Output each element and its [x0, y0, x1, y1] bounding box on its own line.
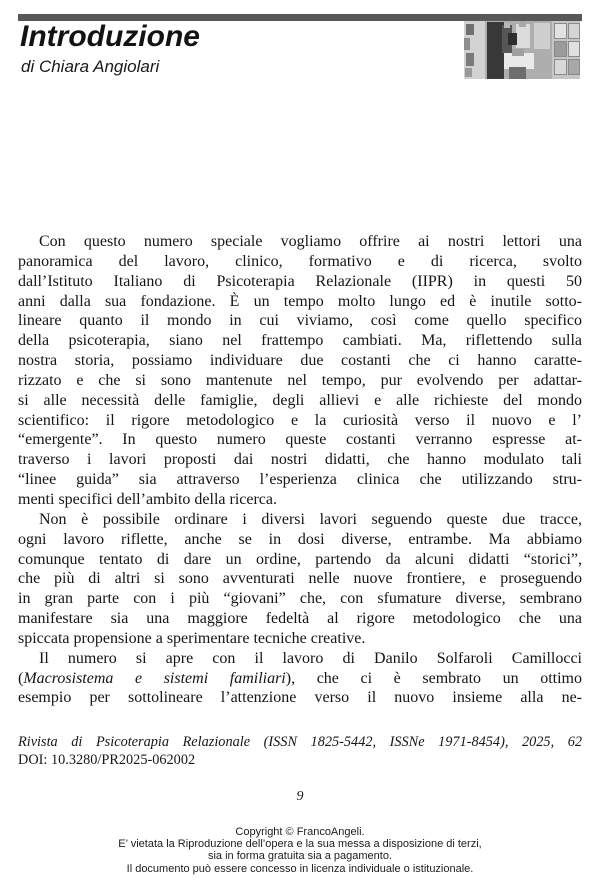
- photo-fragment: [534, 23, 550, 49]
- body-line: [18, 550, 582, 570]
- body-line: [18, 470, 582, 490]
- body-line: [18, 331, 582, 351]
- text-run: della psicoterapia, siano nel frattempo cambiati. Ma, riflettendo sulla: [18, 332, 582, 350]
- text-run: “emergente”. In questo numero queste costanti verranno espresse at-: [18, 431, 582, 449]
- italic-text-run: Macrosistema e sistemi familiari: [23, 669, 286, 687]
- text-run: ), che ci è sembrato un ottimo: [285, 669, 583, 687]
- photo-fragment: [504, 23, 510, 28]
- text-run: lineare quanto il mondo in cui viviamo, così come quello specifico: [18, 312, 582, 330]
- text-run: in gran parte con i più “giovani” che, con sfumature diverse, sembrano: [18, 590, 582, 608]
- body-line: [18, 629, 582, 649]
- photo-fragment: [568, 23, 580, 39]
- article-byline: di Chiara Angiolari: [21, 57, 160, 76]
- text-run: esempio per sottolineare l’attenzione verso il nuovo insieme alla ne-: [18, 689, 582, 707]
- photo-fragment: [554, 59, 567, 75]
- photo-fragment: [568, 41, 580, 57]
- photo-fragment: [554, 41, 567, 57]
- photo-fragment: [516, 24, 530, 48]
- text-run: Il numero si apre con il lavoro di Danilo Solfaroli Camillocci: [39, 649, 582, 667]
- text-run: nostra storia, possiamo individuare due costanti che ci hanno caratte-: [18, 352, 582, 370]
- body-line: [18, 490, 582, 510]
- body-line: [18, 589, 582, 609]
- text-run: “linee guida” sia attraverso l’esperienza clinica che utilizzando stru-: [18, 471, 582, 489]
- text-run: traverso i lavori proposti dai nostri didatti, che hanno modulato tali: [18, 451, 582, 469]
- body-line: [18, 609, 582, 629]
- copyright-line: Il documento può essere concesso in licenza individuale o istituzionale.: [126, 862, 474, 875]
- journal-reference: Rivista di Psicoterapia Relazionale (ISSN 1825-5442, ISSNe 1971-8454), 2025, 62: [18, 734, 582, 750]
- body-line: [18, 450, 582, 470]
- copyright-line: E’ vietata la Riproduzione dell’opera e la sua messa a disposizione di terzi,: [118, 838, 482, 851]
- text-run: menti specifici dell’ambito della ricerca.: [18, 490, 277, 508]
- body-line: [18, 669, 582, 689]
- body-line: [18, 530, 582, 550]
- text-run: dall’Istituto Italiano di Psicoterapia Relazionale (IIPR) in questi 50: [18, 272, 582, 290]
- text-run: rizzato e che si sono mantenute nel tempo, pur evolvendo per adattar-: [18, 371, 582, 389]
- doi-line: DOI: 10.3280/PR2025-062002: [18, 751, 196, 768]
- photo-fragment: [466, 24, 474, 35]
- text-run: comunque tentato di dare un ordine, partendo da alcuni didatti “storici”,: [18, 550, 582, 568]
- article-title: Introduzione: [20, 20, 200, 53]
- text-run: manifestare sia una maggiore fedeltà al rigore metodologico che una: [18, 610, 582, 628]
- text-run: panoramica del lavoro, clinico, formativo e di ricerca, svolto: [18, 252, 582, 270]
- text-run: spiccata propensione a sperimentare tecniche creative.: [18, 629, 366, 647]
- photo-fragment: [466, 53, 474, 66]
- text-run: si alle necessità delle famiglie, degli allievi e alle richieste del mondo: [18, 391, 582, 409]
- text-run: Con questo numero speciale vogliamo offrire ai nostri lettori una: [39, 233, 582, 250]
- body-line: [18, 232, 582, 252]
- photo-fragment: [554, 23, 567, 39]
- body-line: [18, 371, 582, 391]
- text-run: ogni lavoro riflette, anche se in dosi diverse, entrambe. Ma abbiamo: [18, 530, 582, 548]
- text-run: che più di altri si sono avventurati nelle nuove frontiere, e proseguendo: [18, 570, 582, 588]
- body-line: [18, 311, 582, 331]
- body-line: [18, 252, 582, 272]
- body-line: [18, 351, 582, 371]
- body-line: [18, 510, 582, 530]
- page-number: 9: [296, 789, 304, 804]
- photo-fragment: [512, 49, 524, 56]
- body-line: [18, 649, 582, 669]
- copyright-line: sia in forma gratuita sia a pagamento.: [207, 850, 393, 863]
- body-line: [18, 272, 582, 292]
- photo-fragment: [509, 67, 526, 79]
- body-line: [18, 411, 582, 431]
- photo-fragment: [519, 21, 526, 27]
- text-run: Non è possibile ordinare i diversi lavori seguendo queste due tracce,: [39, 510, 582, 528]
- body-line: [18, 569, 582, 589]
- copyright-notice: [0, 826, 600, 875]
- body-line: [18, 688, 582, 708]
- body-line: [18, 391, 582, 411]
- copyright-line: Copyright © FrancoAngeli.: [235, 826, 365, 838]
- journal-footnote: [18, 734, 582, 769]
- body-line: [18, 430, 582, 450]
- photo-fragment: [465, 68, 472, 77]
- photo-fragment: [508, 33, 517, 45]
- header-photo: [464, 21, 580, 79]
- body-line: [18, 292, 582, 312]
- body-text: [18, 232, 582, 708]
- photo-fragment: [464, 38, 470, 50]
- photo-fragment: [568, 59, 580, 75]
- text-run: scientifico: il rigore metodologico e la curiosità verso il nuovo e l’: [18, 411, 582, 429]
- text-run: anni dalla sua fondazione. È un tempo molto lungo ed è inutile sotto-: [18, 292, 582, 310]
- text-run: (: [18, 669, 24, 687]
